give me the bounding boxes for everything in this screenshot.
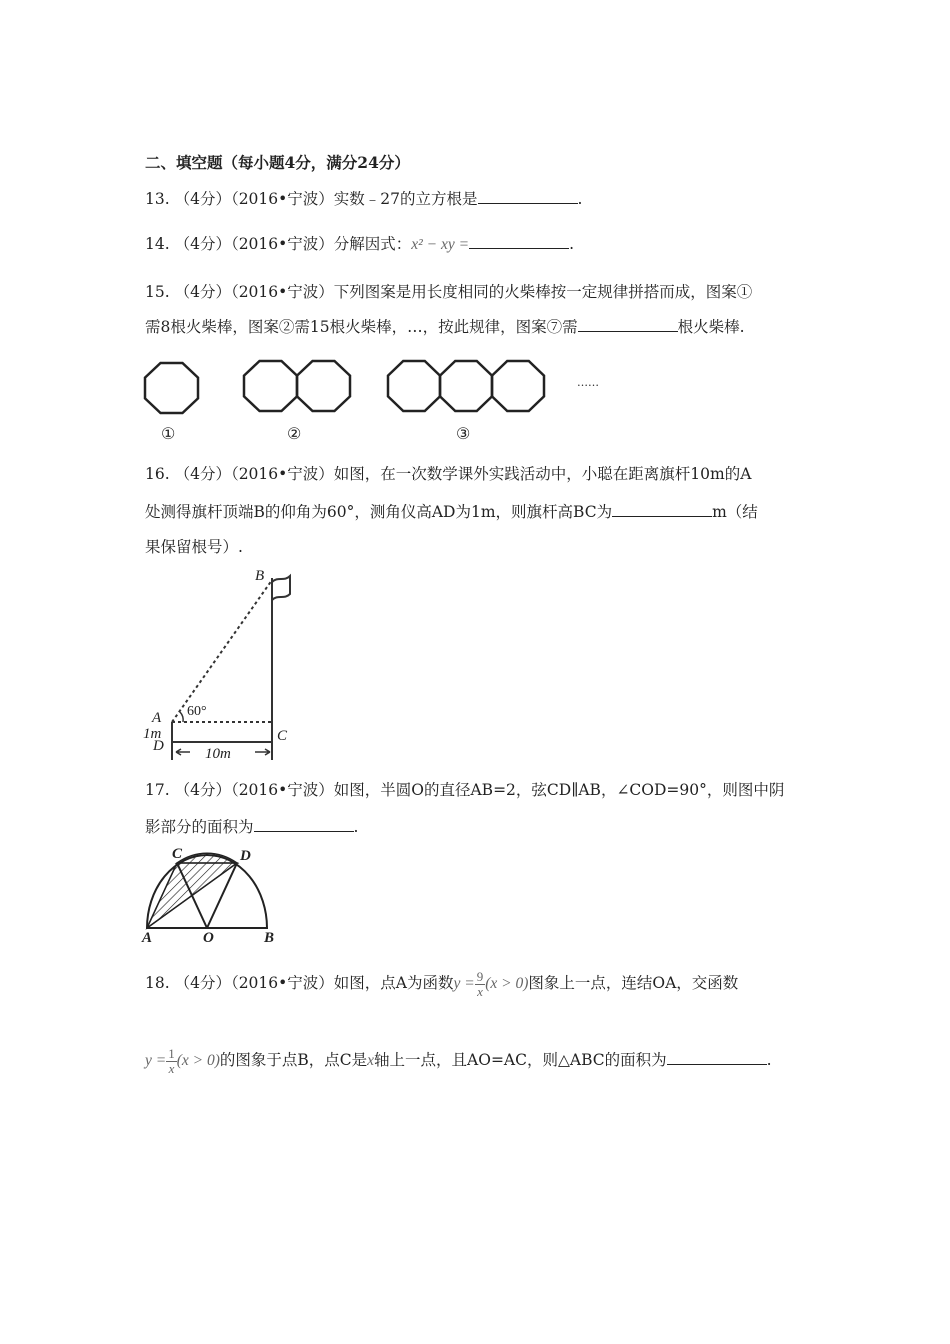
pattern-label-3: ③ — [456, 424, 471, 443]
q16-text: 处测得旗杆顶端B的仰角为60°，测角仪高AD为1m，则旗杆高BC为 — [145, 503, 613, 521]
denominator: x — [477, 983, 483, 999]
q17-text: 影部分的面积为 — [145, 818, 254, 836]
answer-blank[interactable] — [667, 1050, 767, 1065]
f2-y: y = — [145, 1052, 167, 1069]
q14-expr: x² − xy = — [411, 236, 470, 253]
label-O: O — [203, 930, 214, 946]
angle-label: 60° — [187, 704, 207, 719]
q15-text: 需8根火柴棒，图案②需15根火柴棒，…，按此规律，图案⑦需 — [145, 318, 578, 336]
label-A: A — [152, 710, 162, 726]
q18-end: . — [766, 1051, 772, 1069]
q17-end: . — [353, 818, 359, 836]
numerator: 9 — [476, 968, 484, 984]
distance-label: 10m — [205, 746, 231, 762]
matchstick-octagons — [145, 361, 544, 413]
q14-text: 14. （4分）（2016•宁波）分解因式： — [145, 235, 412, 253]
sightline — [172, 580, 272, 722]
q18-line1 — [145, 968, 738, 999]
octagon — [297, 361, 350, 411]
label-D: D — [240, 848, 251, 864]
pattern-label-2: ② — [287, 424, 302, 443]
q18-text-b: 图象上一点，连结OA，交函数 — [528, 974, 739, 992]
f1-y: y = — [453, 975, 475, 992]
section-title: 二、填空题（每小题4分，满分24分） — [145, 153, 410, 172]
octagon — [388, 361, 440, 411]
q18-text: 18. （4分）（2016•宁波）如图，点A为函数 — [145, 974, 454, 992]
x-var: x — [367, 1052, 375, 1069]
q17-line2 — [145, 817, 358, 837]
q13-text: 13. （4分）（2016•宁波）实数﹣27的立方根是 — [145, 190, 478, 208]
q16-text-end: m（结 — [712, 503, 758, 521]
pattern-ellipsis: …… — [577, 376, 599, 389]
q15-line1: 15. （4分）（2016•宁波）下列图案是用长度相同的火柴棒按一定规律拼搭而成，图案① — [145, 283, 753, 301]
label-A: A — [142, 930, 153, 946]
q18-line2 — [145, 1045, 772, 1076]
label-C: C — [172, 846, 183, 862]
numerator: 1 — [168, 1045, 175, 1061]
octagon — [145, 363, 198, 413]
q15-text-end: 根火柴棒. — [677, 318, 745, 336]
label-D: D — [153, 738, 164, 754]
q16-line3: 果保留根号）. — [145, 538, 243, 556]
q18-text-d: 轴上一点，且AO=AC，则△ABC的面积为 — [374, 1051, 667, 1069]
q13-end: . — [577, 190, 583, 208]
q18-text-c: 的图象于点B，点C是 — [219, 1051, 368, 1069]
label-C: C — [277, 728, 288, 744]
q17-line1: 17. （4分）（2016•宁波）如图，半圆O的直径AB=2，弦CD∥AB，∠COD=90°，则图中阴 — [145, 781, 785, 799]
answer-blank[interactable] — [254, 817, 354, 832]
flagpole-figure — [172, 576, 290, 760]
answer-blank[interactable] — [612, 502, 712, 517]
octagon — [244, 361, 297, 411]
f1-cond: (x > 0) — [485, 975, 529, 992]
label-B: B — [264, 930, 275, 946]
q14-end: . — [569, 235, 575, 253]
label-B: B — [255, 568, 265, 584]
denominator: x — [168, 1060, 175, 1076]
q16-line2 — [145, 502, 758, 522]
fraction-9-over-x — [475, 970, 486, 999]
q16-line1: 16. （4分）（2016•宁波）如图，在一次数学课外实践活动中，小聪在距离旗杆10m的A — [145, 465, 752, 483]
octagon — [492, 361, 544, 411]
octagon — [440, 361, 492, 411]
f2-cond: (x > 0) — [176, 1052, 220, 1069]
flag-icon — [272, 576, 290, 600]
fraction-1-over-x — [166, 1047, 177, 1076]
height-label: 1m — [143, 726, 162, 742]
pattern-label-1: ① — [161, 424, 176, 443]
